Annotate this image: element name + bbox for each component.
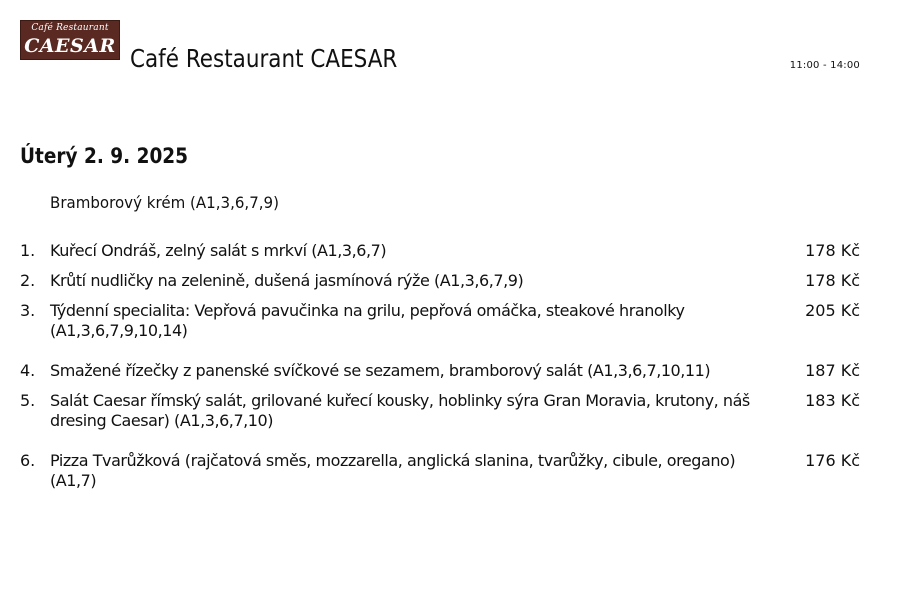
menu-item-number: 3. xyxy=(20,301,36,320)
menu-item xyxy=(0,361,900,391)
menu-item xyxy=(0,301,900,361)
menu-item xyxy=(0,241,900,271)
menu-item-name: Kuřecí Ondráš, zelný salát s mrkví (A1,3,6,7) xyxy=(50,241,387,260)
menu-item-name: Pizza Tvarůžková (rajčatová směs, mozzarella, anglická slanina, tvarůžky, cibule, oregano) (A1,7) xyxy=(50,451,736,490)
menu-item-price: 176 Kč xyxy=(805,451,860,470)
menu-list xyxy=(0,241,900,491)
page-header xyxy=(0,0,900,90)
day-heading: Úterý 2. 9. 2025 xyxy=(20,144,189,168)
soup-of-the-day: Bramborový krém (A1,3,6,7,9) xyxy=(50,193,279,212)
opening-hours: 11:00 - 14:00 xyxy=(789,60,860,71)
menu-item-price: 205 Kč xyxy=(805,301,860,320)
menu-item-name: Salát Caesar římský salát, grilované kuřecí kousky, hoblinky sýra Gran Moravia, krutony, náš dresing Caesar) (A1,3,6,7,10) xyxy=(50,391,750,430)
logo-top-text: Café Restaurant xyxy=(31,23,109,33)
menu-item-number: 4. xyxy=(20,361,36,380)
menu-item-price: 183 Kč xyxy=(805,391,860,410)
menu-item-number: 1. xyxy=(20,241,36,260)
menu-item xyxy=(0,271,900,301)
menu-item-price: 187 Kč xyxy=(805,361,860,380)
menu-item-number: 6. xyxy=(20,451,36,470)
menu-item xyxy=(0,391,900,451)
menu-item-number: 2. xyxy=(20,271,36,290)
restaurant-logo xyxy=(20,20,120,60)
logo-main-text: CAESAR xyxy=(24,35,116,57)
menu-item-price: 178 Kč xyxy=(805,241,860,260)
menu-item-number: 5. xyxy=(20,391,36,410)
menu-item-name: Krůtí nudličky na zelenině, dušená jasmínová rýže (A1,3,6,7,9) xyxy=(50,271,524,290)
restaurant-name: Café Restaurant CAESAR xyxy=(130,44,398,73)
menu-item xyxy=(0,451,900,491)
menu-item-price: 178 Kč xyxy=(805,271,860,290)
menu-item-name: Týdenní specialita: Vepřová pavučinka na grilu, pepřová omáčka, steakové hranolky (A1,3,6,7,9,10,14) xyxy=(50,301,685,340)
menu-item-name: Smažené řízečky z panenské svíčkové se sezamem, bramborový salát (A1,3,6,7,10,11) xyxy=(50,361,711,380)
